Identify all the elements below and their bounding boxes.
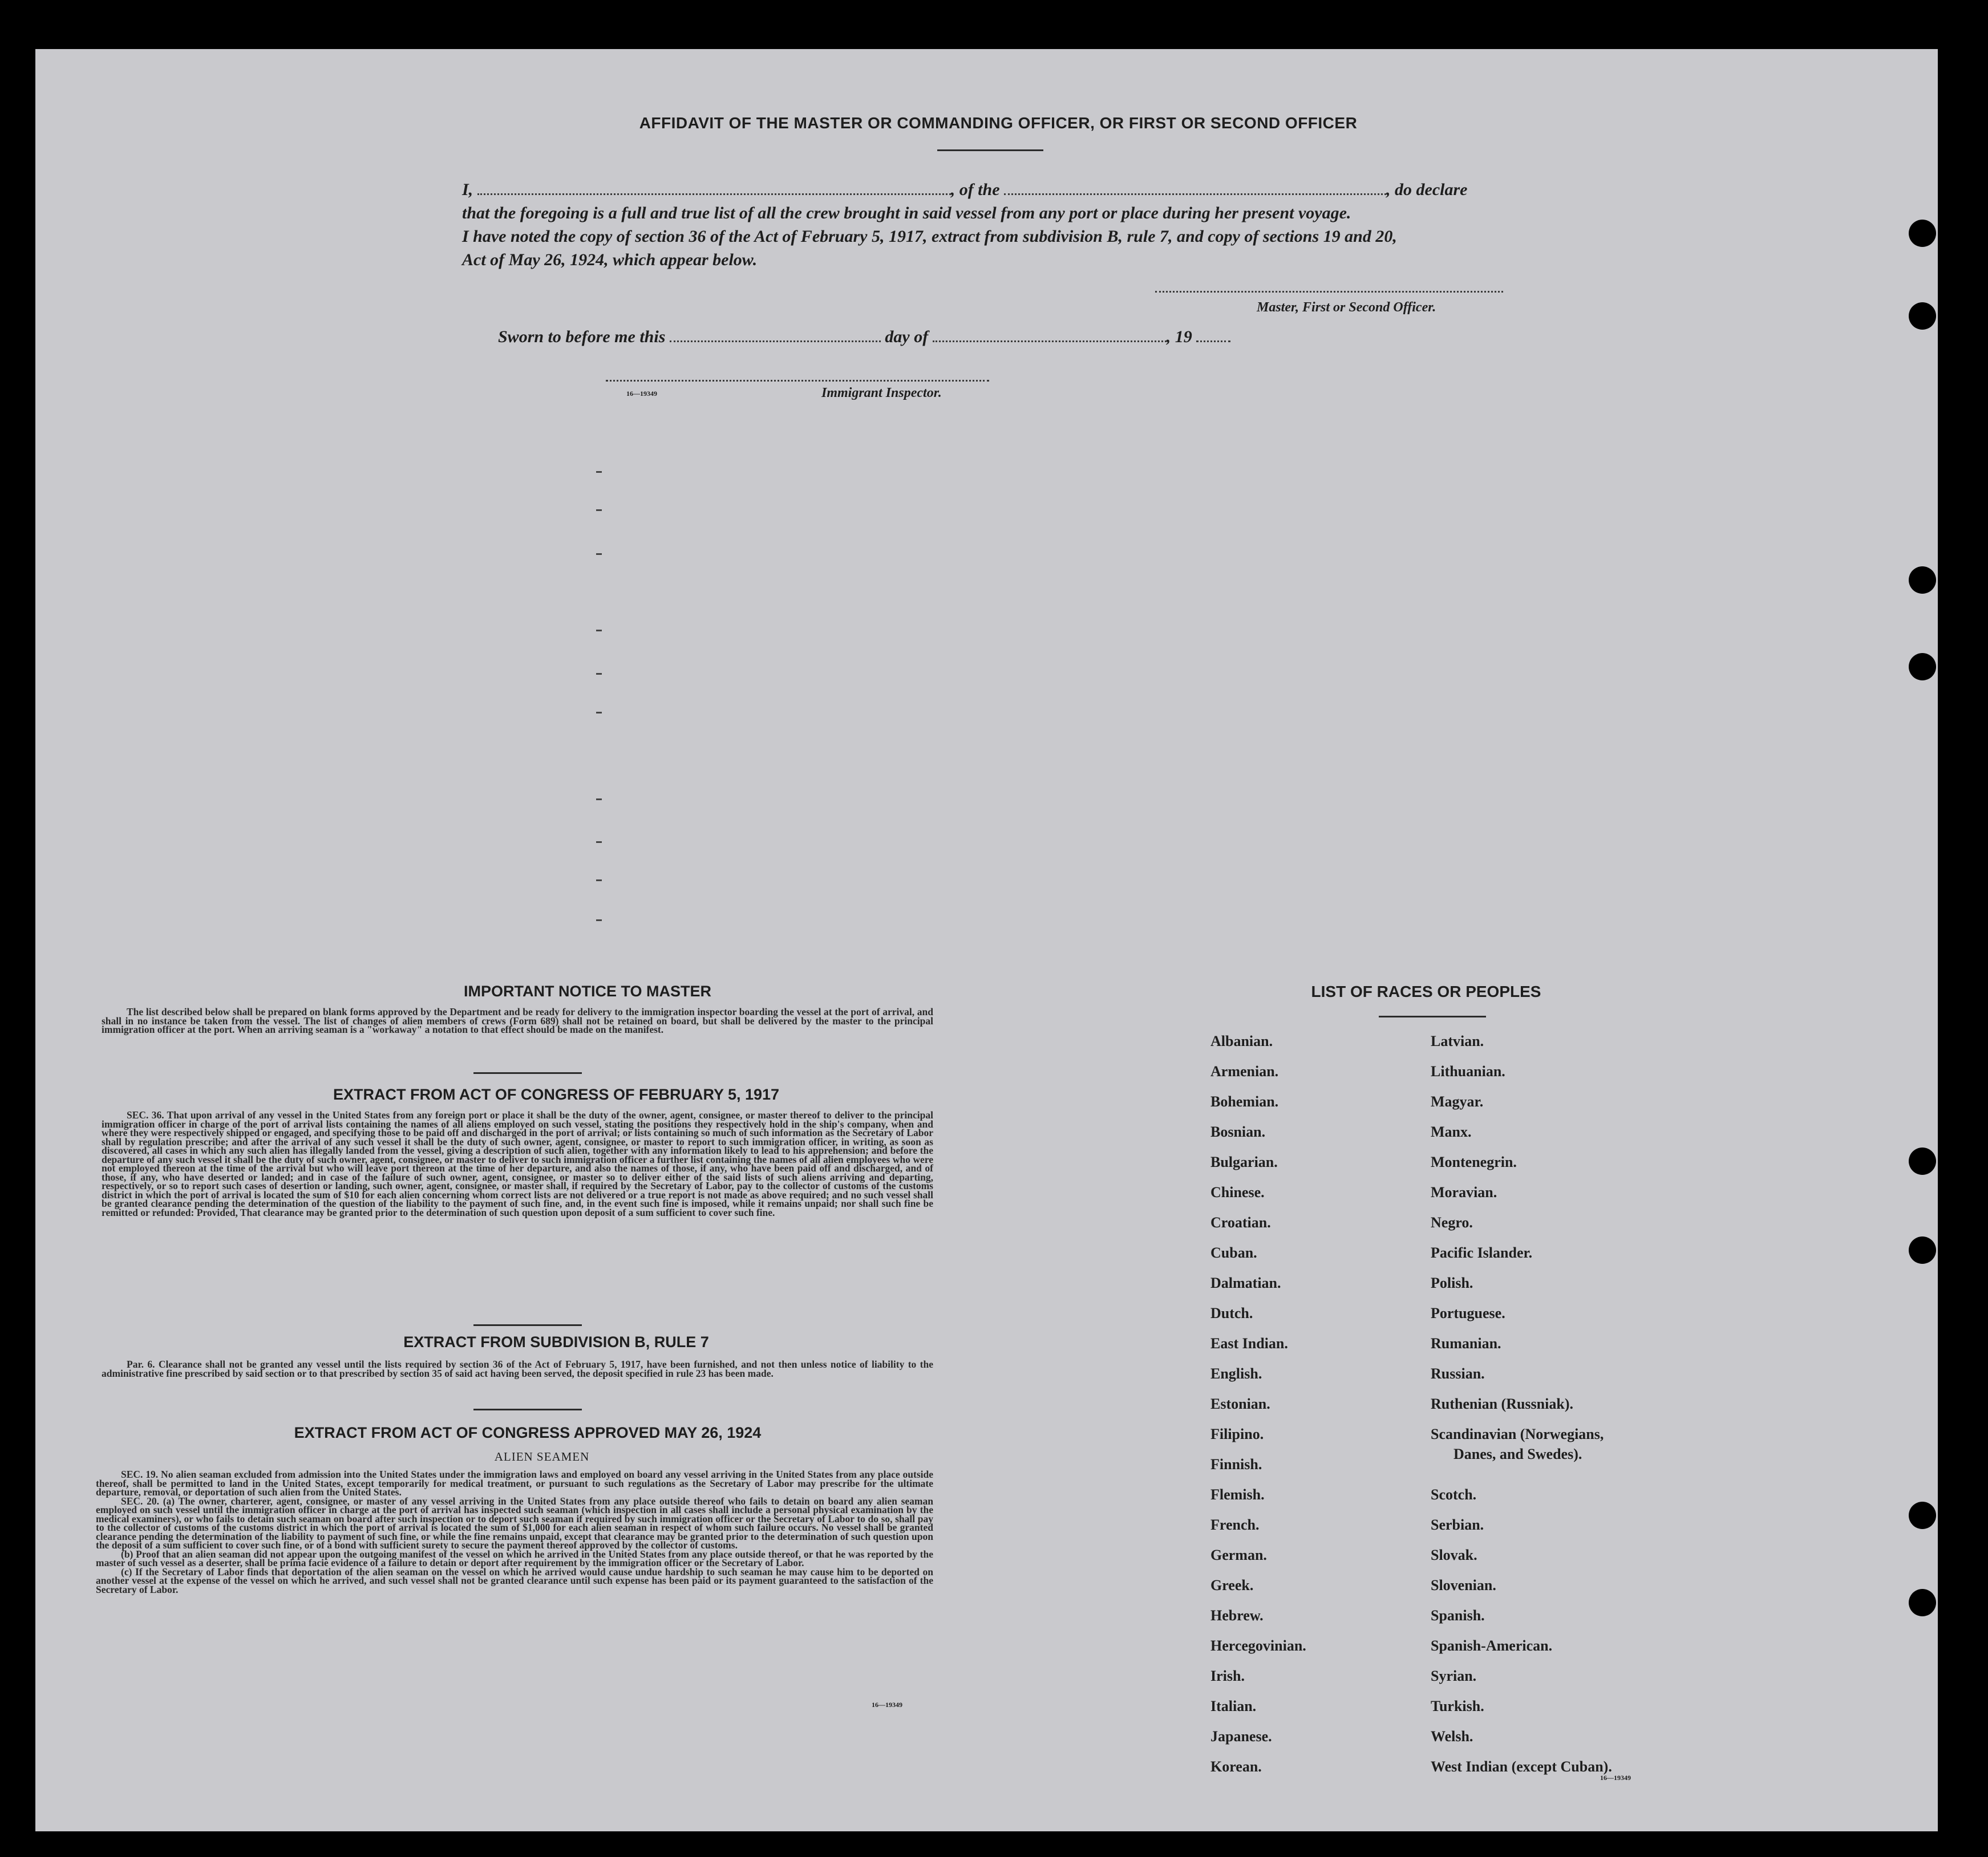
sec-19-paragraph: SEC. 19. No alien seaman excluded from admission into the United States under the immigration laws and employed on board any vessel arriving in the United States from any place outside thereof, shall be permitted to land in the United States, except temporarily for medical treatment, or pursuant to such regulations as the Secretary of Labor may prescribe for the ultimate departure, removal, or deportation of such alien from the United States.: [96, 1469, 933, 1498]
race-item: Flemish.: [1210, 1486, 1265, 1503]
extract-1924-body: [96, 1470, 933, 1594]
rule-7-body: [102, 1360, 933, 1378]
race-item: Polish.: [1431, 1275, 1473, 1291]
race-item: Dutch.: [1210, 1305, 1253, 1321]
races-divider: [1379, 1016, 1486, 1017]
race-item: Italian.: [1210, 1698, 1257, 1714]
column-tick: [596, 798, 602, 800]
sworn-line: [498, 327, 1230, 347]
race-item: Negro.: [1431, 1214, 1473, 1231]
column-tick: [596, 919, 602, 921]
race-item: Bosnian.: [1210, 1124, 1266, 1140]
notice-title: IMPORTANT NOTICE TO MASTER: [464, 983, 711, 1000]
alien-seamen-subtitle: ALIEN SEAMEN: [494, 1450, 590, 1463]
notice-paragraph: The list described below shall be prepared on blank forms approved by the Department and be ready for delivery to the immigration inspector boarding the vessel at the port of arrival, and shall in no instance be taken from the vessel. The list of changes of alien members of crews (Form 689) shall not be retained on board, but shall be delivered by the master to the principal immigration officer at the port. When an arriving seaman is a "workaway" a notation to that effect should be made on the manifest.: [102, 1006, 933, 1035]
race-item: Croatian.: [1210, 1214, 1271, 1231]
sworn-year: , 19: [1166, 327, 1192, 346]
column-tick: [596, 841, 602, 843]
column-tick: [596, 879, 602, 881]
race-item: Spanish.: [1431, 1607, 1485, 1624]
race-item: Moravian.: [1431, 1184, 1497, 1201]
race-item: Dalmatian.: [1210, 1275, 1281, 1291]
race-item: Korean.: [1210, 1758, 1262, 1775]
race-item: Bohemian.: [1210, 1093, 1279, 1110]
column-tick: [596, 553, 602, 555]
column-tick: [596, 630, 602, 631]
inspector-label: Immigrant Inspector.: [821, 386, 942, 400]
declaration-line-4: Act of May 26, 1924, which appear below.: [462, 250, 758, 269]
race-item: Albanian.: [1210, 1033, 1273, 1049]
race-item: Portuguese.: [1431, 1305, 1505, 1321]
sec-20b-paragraph: (b) Proof that an alien seaman did not appear upon the outgoing manifest of the vessel on which he arrived in the United States from any place outside thereof, or that he was reported by the master of such vessel as a deserter, shall be prima facie evidence of a failure to detain or deport after requirement by the immigration officer or the Secretary of Labor.: [96, 1548, 933, 1568]
name-blank[interactable]: [477, 193, 951, 195]
month-blank[interactable]: [933, 340, 1167, 342]
race-item: Syrian.: [1431, 1668, 1477, 1684]
vessel-blank[interactable]: [1004, 193, 1386, 195]
sec-36-paragraph: SEC. 36. That upon arrival of any vessel in the United States from any foreign port or place it shall be the duty of the owner, agent, consignee, or master thereof to deliver to the principal immigration officer in charge of the port of arrival lists containing the names of all aliens employed on such vessel, stating the positions they respectively hold in the ship's company, when and where they were respectively shipped or engaged, and specifying those to be paid off and discharged in the port of arrival; or lists containing so much of such information as the Secretary of Labor shall by regulation prescribe; and after the arrival of any such vessel it shall be the duty of such owner, agent, consignee, or master to report to such immigration officer, in writing, as soon as discovered, all cases in which any such alien has illegally landed from the vessel, giving a description of such alien, together with any information likely to lead to his apprehension; and before the departure of any such vessel it shall be the duty of such owner, agent, consignee, or master to deliver to such immigration officer a further list containing the names of all alien employees who were not employed thereon at the time of the arrival but who will leave port thereon at the time of her departure, and also the names of those, if any, who have been paid off and discharged, and of those, if any, who have deserted or landed; and in case of the failure of such owner, agent, consignee, or master so to deliver either of the said lists of such aliens arriving and departing, respectively, or so to report such cases of desertion or landing, such owner, agent, consignee, or master shall, if required by the Secretary of Labor, pay to the collector of customs of the customs district in which the port of arrival is located the sum of $10 for each alien concerning whom correct lists are not delivered or a true report is not made as above required; and no such vessel shall be granted clearance pending the determination of the question of the liability to the payment of such fine, and, in the event such fine is imposed, while it remains unpaid; nor shall such fine be remitted or refunded: Provided, That clearance may be granted prior to the determination of such question upon deposit of a sum sufficient to cover such fine.: [102, 1109, 933, 1218]
notice-body: [102, 1008, 933, 1035]
section-divider: [473, 1409, 582, 1410]
race-item: Magyar.: [1431, 1093, 1484, 1110]
declaration-suffix: , do declare: [1386, 180, 1468, 199]
section-divider: [473, 1072, 582, 1074]
race-item: Welsh.: [1431, 1728, 1473, 1745]
race-item: Armenian.: [1210, 1063, 1279, 1080]
race-item: Cuban.: [1210, 1244, 1257, 1261]
punch-hole: [1909, 302, 1936, 330]
race-item: Hebrew.: [1210, 1607, 1264, 1624]
sworn-day-of: day of: [885, 327, 929, 346]
punch-hole: [1909, 566, 1936, 594]
race-item: Russian.: [1431, 1365, 1485, 1382]
punch-hole: [1909, 1589, 1936, 1616]
race-item: Montenegrin.: [1431, 1154, 1517, 1170]
race-item: East Indian.: [1210, 1335, 1288, 1352]
race-item: Rumanian.: [1431, 1335, 1501, 1352]
race-item: Bulgarian.: [1210, 1154, 1278, 1170]
punch-hole: [1909, 1502, 1936, 1529]
punch-hole: [1909, 1236, 1936, 1264]
punch-hole: [1909, 653, 1936, 680]
section-divider: [473, 1324, 582, 1326]
race-item: Slovenian.: [1431, 1577, 1496, 1594]
race-item: Serbian.: [1431, 1517, 1484, 1533]
year-blank[interactable]: [1196, 340, 1230, 342]
race-item: West Indian (except Cuban).: [1431, 1758, 1612, 1775]
inspector-signature-blank[interactable]: [606, 380, 989, 382]
race-item: Latvian.: [1431, 1033, 1484, 1049]
race-item: Ruthenian (Russniak).: [1431, 1396, 1573, 1412]
rule-7-title: EXTRACT FROM SUBDIVISION B, RULE 7: [403, 1333, 709, 1351]
race-item: Finnish.: [1210, 1456, 1262, 1473]
affidavit-form-number: 16—19349: [626, 390, 657, 398]
sworn-prefix: Sworn to before me this: [498, 327, 666, 346]
extract-form-number: 16—19349: [872, 1701, 902, 1709]
race-item: Estonian.: [1210, 1396, 1270, 1412]
race-scandinavian-continued: Danes, and Swedes).: [1453, 1446, 1582, 1462]
extract-1917-body: [102, 1111, 933, 1217]
declaration-line-3: I have noted the copy of section 36 of the Act of February 5, 1917, extract from subdivision B, rule 7, and copy of sections 19 and 20,: [462, 227, 1397, 246]
race-item: Slovak.: [1431, 1547, 1477, 1563]
race-item: Hercegovinian.: [1210, 1637, 1306, 1654]
column-tick: [596, 673, 602, 675]
affidavit-declaration: [462, 178, 1529, 271]
race-item: Spanish-American.: [1431, 1637, 1553, 1654]
column-tick: [596, 712, 602, 713]
punch-hole: [1909, 1148, 1936, 1175]
declaration-line-2: that the foregoing is a full and true list of all the crew brought in said vessel from any port or place during her present voyage.: [462, 204, 1351, 222]
day-blank[interactable]: [670, 340, 881, 342]
race-item: German.: [1210, 1547, 1267, 1563]
par-6-paragraph: Par. 6. Clearance shall not be granted any vessel until the lists required by section 36 of the Act of February 5, 1917, have been furnished, and not then unless notice of liability to the administrative fine prescribed by said section or to that prescribed by section 35 of said act having been served, the deposit specified in rule 23 has been made.: [102, 1359, 933, 1379]
declaration-of: , of the: [950, 180, 1000, 199]
declaration-prefix: I,: [462, 180, 473, 199]
race-item: Chinese.: [1210, 1184, 1265, 1201]
race-item: Greek.: [1210, 1577, 1254, 1594]
affidavit-title: AFFIDAVIT OF THE MASTER OR COMMANDING OFFICER, OR FIRST OR SECOND OFFICER: [639, 114, 1358, 132]
race-item: Filipino.: [1210, 1426, 1264, 1442]
races-title: LIST OF RACES OR PEOPLES: [1311, 983, 1541, 1000]
race-item: Scotch.: [1431, 1486, 1477, 1503]
race-item: Lithuanian.: [1431, 1063, 1505, 1080]
column-tick: [596, 471, 602, 473]
sec-20c-paragraph: (c) If the Secretary of Labor finds that deportation of the alien seaman on the vessel on which he arrived would cause undue hardship to such seaman he may cause him to be deported on another vessel at the expense of the vessel on which he arrived, and such vessel shall not be granted clearance until such expense has been paid or its payment guaranteed to the satisfaction of the Secretary of Labor.: [96, 1566, 933, 1595]
race-item: Irish.: [1210, 1668, 1245, 1684]
punch-hole: [1909, 220, 1936, 247]
title-divider: [937, 149, 1043, 151]
race-item: Scandinavian (Norwegians,: [1431, 1426, 1604, 1442]
sec-20a-paragraph: SEC. 20. (a) The owner, charterer, agent, consignee, or master of any vessel arriving in the United States from any place outside thereof who fails to detain on board any alien seaman employed on such vessel until the immigration officer in charge at the port of arrival has inspected such seaman (which inspection in all cases shall include a personal physical examination by the medical examiners), or who fails to detain such seaman on board after such inspection or to deport such seaman if required by such immigration officer or the Secretary of Labor to do so, shall pay to the collector of customs of the customs district in which the port of arrival is located the sum of $1,000 for each alien seaman in respect of whom such failure occurs. No vessel shall be granted clearance pending the determination of the liability to payment of such fine, or while the fine remains unpaid, except that clearance may be granted prior to the determination of such question upon the deposit of a sum sufficient to cover such fine, or of a bond with sufficient surety to secure the payment thereof approved by the collector of customs.: [96, 1495, 933, 1551]
column-tick: [596, 509, 602, 511]
signature-label: Master, First or Second Officer.: [1257, 300, 1436, 315]
races-form-number: 16—19349: [1600, 1774, 1631, 1782]
race-item: Turkish.: [1431, 1698, 1484, 1714]
extract-1917-title: EXTRACT FROM ACT OF CONGRESS OF FEBRUARY 5, 1917: [333, 1086, 780, 1103]
race-item: Pacific Islander.: [1431, 1244, 1533, 1261]
race-item: Manx.: [1431, 1124, 1472, 1140]
race-item: Japanese.: [1210, 1728, 1272, 1745]
race-item: English.: [1210, 1365, 1262, 1382]
signature-blank[interactable]: [1155, 291, 1503, 293]
race-item: French.: [1210, 1517, 1260, 1533]
extract-1924-title: EXTRACT FROM ACT OF CONGRESS APPROVED MAY 26, 1924: [294, 1424, 762, 1441]
